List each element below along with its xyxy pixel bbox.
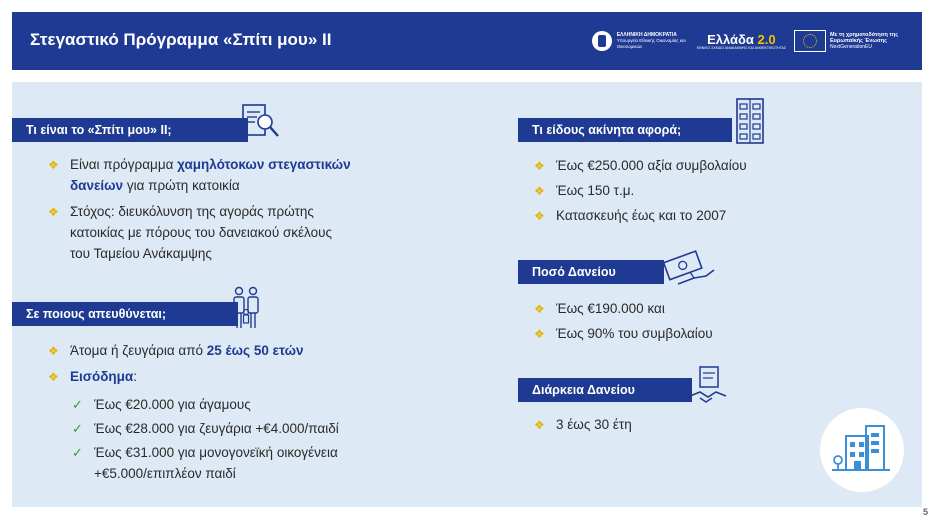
income-item-1: ✓ Έως €20.000 για άγαμους	[72, 394, 251, 415]
greece-logo-number: 2.0	[757, 31, 776, 47]
house-badge	[820, 408, 904, 492]
what-item-2-line3: του Ταμείου Ανάκαμψης	[70, 246, 212, 261]
duration-heading: Διάρκεια Δανείου	[518, 378, 692, 402]
income-item-3: ✓ Έως €31.000 για μονογονεϊκή οικογένεια	[72, 442, 338, 463]
amount-item-1: ❖ Έως €190.000 και	[534, 298, 665, 320]
gov-line2: Υπουργείο Εθνικής Οικονομίας και Οικονομικών	[616, 38, 686, 49]
what-item-2-line2: κατοικίας με πόρους του δανειακού σκέλους	[70, 225, 332, 240]
bullet-icon: ❖	[534, 302, 545, 316]
income-item-2: ✓ Έως €28.000 για ζευγάρια +€4.000/παιδί	[72, 418, 339, 439]
property-item-2: ❖ Έως 150 τ.μ.	[534, 180, 634, 202]
building-icon	[734, 96, 766, 146]
page-title: Στεγαστικό Πρόγραμμα «Σπίτι μου» ΙΙ	[30, 30, 332, 49]
who-item-1: ❖ Άτομα ή ζευγάρια από 25 έως 50 ετών	[48, 340, 304, 362]
what-item-1: ❖ Είναι πρόγραμμα χαμηλότοκων στεγαστικών	[48, 154, 351, 176]
document-search-icon	[240, 102, 282, 142]
eu-line2: NextGenerationEU	[830, 44, 872, 50]
bullet-icon: ❖	[534, 209, 545, 223]
who-heading: Σε ποιους απευθύνεται;	[12, 302, 238, 326]
greece-2-logo	[697, 33, 786, 50]
gov-logo	[592, 31, 689, 51]
gov-line1: ΕΛΛΗΝΙΚΗ ΔΗΜΟΚΡΑΤΙΑ	[616, 32, 677, 38]
bullet-icon: ❖	[534, 327, 545, 341]
what-heading: Τι είναι το «Σπίτι μου» ΙΙ;	[12, 118, 248, 142]
income-item-3-line2: +€5.000/επιπλέον παιδί	[94, 466, 236, 481]
greek-emblem-icon	[592, 31, 612, 51]
bullet-icon: ❖	[534, 159, 545, 173]
page-number: 5	[922, 507, 928, 517]
greece-logo-sub: ΕΘΝΙΚΟ ΣΧΕΔΙΟ ΑΝΑΚΑΜΨΗΣ ΚΑΙ ΑΝΘΕΚΤΙΚΟΤΗΤΑΣ	[696, 45, 786, 50]
duration-item-1: ❖ 3 έως 30 έτη	[534, 414, 632, 436]
amount-heading: Ποσό Δανείου	[518, 260, 664, 284]
check-icon: ✓	[72, 421, 83, 436]
apartment-icon	[820, 408, 904, 492]
family-icon	[230, 286, 262, 330]
property-item-1: ❖ Έως €250.000 αξία συμβολαίου	[534, 155, 747, 177]
bullet-icon: ❖	[534, 418, 545, 432]
check-icon: ✓	[72, 397, 83, 412]
eu-flag-icon	[794, 30, 826, 52]
what-item-2: ❖ Στόχος: διευκόλυνση της αγοράς πρώτης	[48, 201, 314, 223]
logo-strip	[592, 26, 910, 56]
what-item-1-cont: δανείων για πρώτη κατοικία	[70, 178, 240, 193]
property-item-3: ❖ Κατασκευής έως και το 2007	[534, 205, 726, 227]
amount-item-2: ❖ Έως 90% του συμβολαίου	[534, 323, 713, 345]
greece-logo-word: Ελλάδα	[707, 31, 754, 47]
eu-logo	[794, 30, 910, 52]
eu-line1: Με τη χρηματοδότηση της Ευρωπαϊκής Ένωσης	[830, 32, 899, 44]
bullet-icon: ❖	[534, 184, 545, 198]
check-icon: ✓	[72, 445, 83, 460]
contract-handshake-icon	[686, 364, 728, 408]
property-heading: Τι είδους ακίνητα αφορά;	[518, 118, 732, 142]
who-item-2: ❖ Εισόδημα:	[48, 366, 137, 388]
bullet-icon: ❖	[48, 344, 59, 358]
bullet-icon: ❖	[48, 158, 59, 172]
money-hand-icon	[660, 250, 716, 288]
header-bar	[12, 12, 922, 70]
bullet-icon: ❖	[48, 370, 59, 384]
bullet-icon: ❖	[48, 205, 59, 219]
